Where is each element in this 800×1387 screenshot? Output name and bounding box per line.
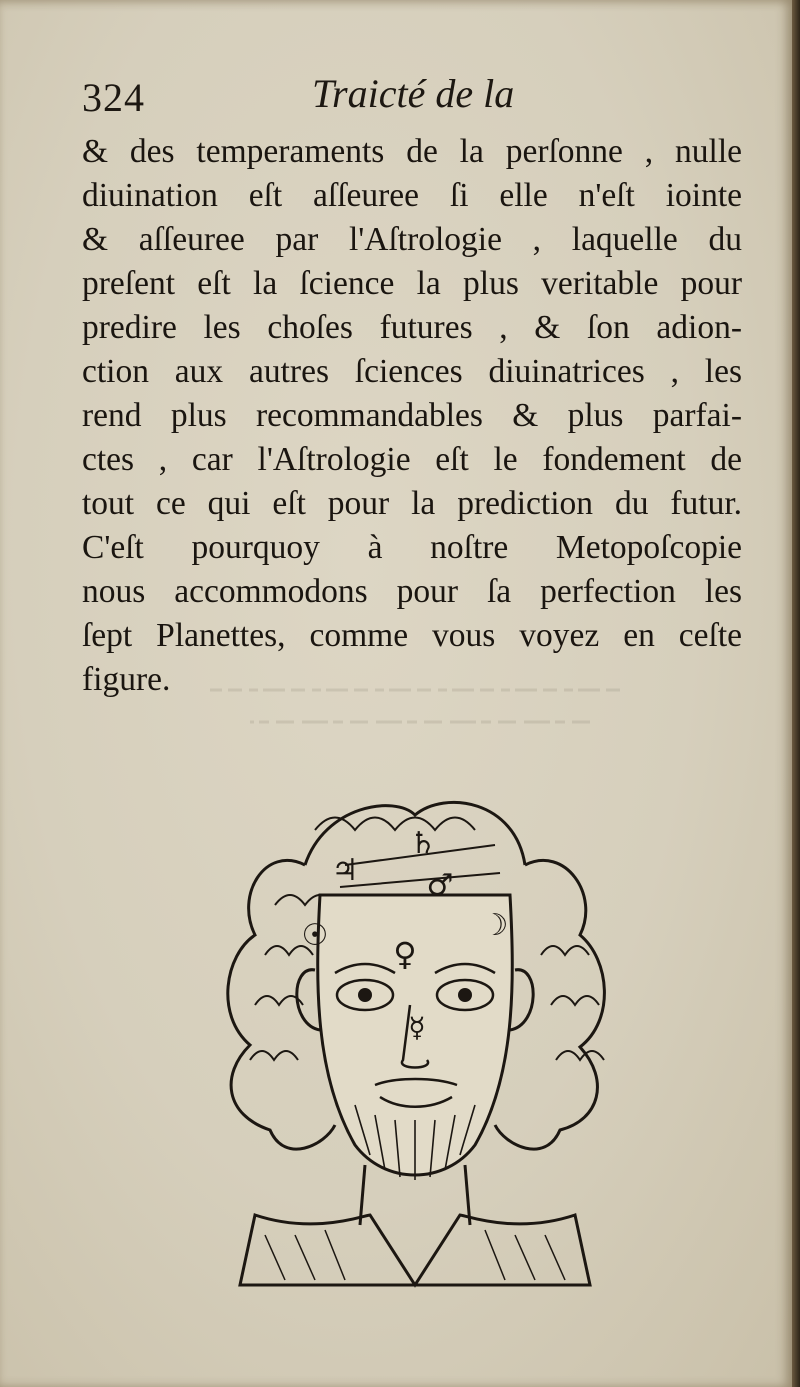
- show-through-texture: [190, 670, 630, 750]
- running-head: Traicté de la: [312, 71, 515, 116]
- moon-symbol: ☽: [481, 908, 509, 943]
- body-text: [82, 130, 742, 702]
- text-line: ctes , car l'Aſtrologie eſt le fondement de: [82, 441, 742, 478]
- text-line: rend plus recommandables & plus parfai-: [82, 397, 742, 434]
- page-edge: [792, 0, 800, 1387]
- text-line: nous accommodons pour ſa perfection les: [82, 573, 742, 610]
- text-line: C'eſt pourquoy à noſtre Metopoſcopie: [82, 529, 742, 566]
- jupiter-symbol: ♃: [331, 853, 359, 888]
- text-line: & des temperaments de la perſonne , nulle: [82, 133, 742, 170]
- mercury-symbol: ☿: [408, 1011, 426, 1044]
- page-number: 324: [82, 75, 145, 120]
- mars-symbol: ♂: [426, 868, 454, 903]
- text-line: predire les choſes futures , & ſon adion-: [82, 309, 742, 346]
- text-line: ction aux autres ſciences diuinatrices , les: [82, 353, 742, 390]
- saturn-symbol: ♄: [409, 826, 437, 861]
- venus-symbol: ♀: [393, 935, 417, 973]
- sun-symbol: ☉: [301, 918, 329, 953]
- text-line: figure.: [82, 661, 171, 698]
- text-line: & aſſeuree par l'Aſtrologie , laquelle du: [82, 221, 742, 258]
- text-line: tout ce qui eſt pour la prediction du futur.: [82, 485, 742, 522]
- metoposcopy-head-woodcut: [195, 785, 635, 1305]
- text-line: diuination eſt aſſeuree ſi elle n'eſt iointe: [82, 177, 742, 214]
- page-header: [82, 70, 742, 130]
- text-line: preſent eſt la ſcience la plus veritable pour: [82, 265, 742, 302]
- text-line: ſept Planettes, comme vous voyez en ceſte: [82, 617, 742, 654]
